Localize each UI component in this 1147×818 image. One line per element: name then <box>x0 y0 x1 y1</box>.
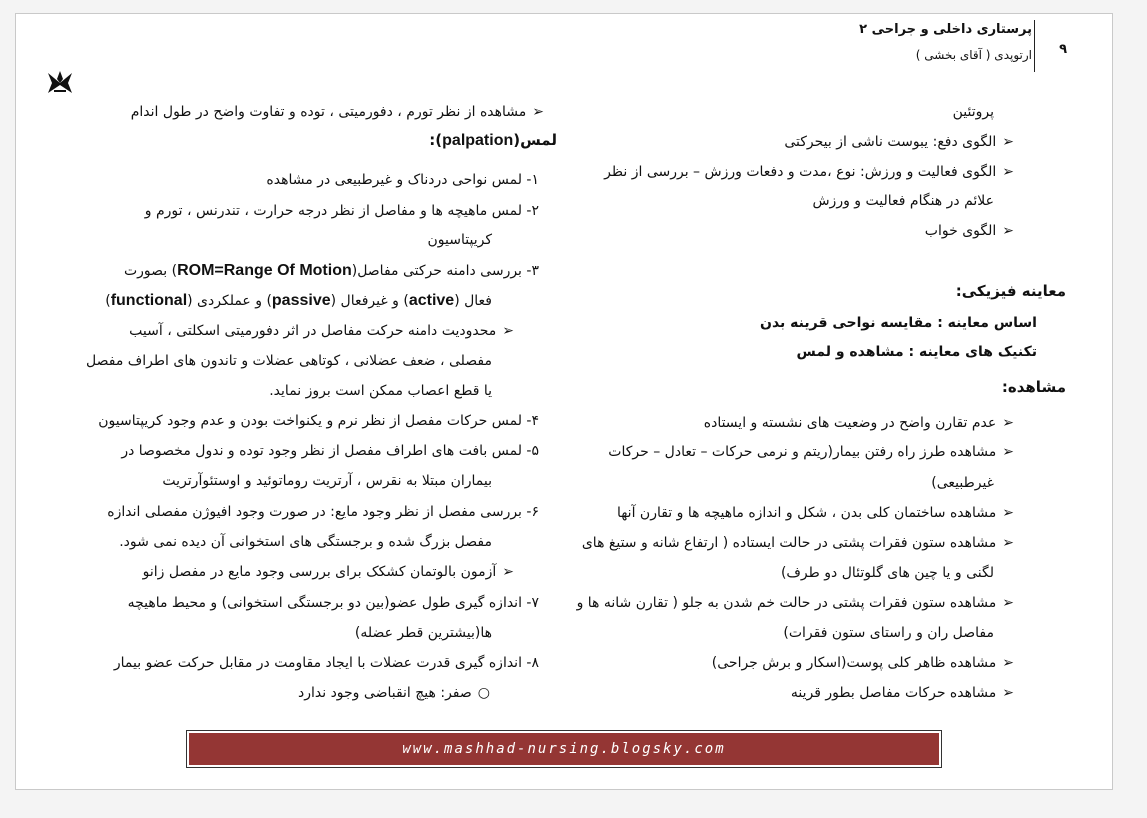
checkmark-arrow-icon: ➢ <box>1002 134 1014 150</box>
text-protein: پروتئین <box>952 104 994 120</box>
section-heading-palpation: لمس(palpation): <box>429 131 557 149</box>
footer-banner <box>186 730 942 768</box>
sub-list-item: ➢آزمون بالوتمان کشکک برای بررسی وجود مایع در مفصل زانو <box>142 564 514 580</box>
list-item-continuation: غیرطبیعی) <box>931 475 994 491</box>
exam-technique: تکنیک های معاینه : مشاهده و لمس <box>796 344 1037 360</box>
sub-list-item: ➢محدودیت دامنه حرکت مفاصل در اثر دفورمیتی اسکلتی ، آسیب <box>129 323 514 339</box>
section-heading-observation: مشاهده: <box>1001 378 1066 396</box>
checkmark-arrow-icon: ➢ <box>502 323 514 339</box>
list-item: ➢الگوی فعالیت و ورزش: نوع ،مدت و دفعات ورزش – بررسی از نظر <box>604 164 1014 180</box>
footer-banner-fill <box>189 733 939 765</box>
list-item-continuation: کریپتاسیون <box>427 232 492 248</box>
list-item: ➢مشاهده ظاهر کلی پوست(اسکار و برش جراحی) <box>711 655 1014 671</box>
sub-list-item: ○صفر: هیچ انقباضی وجود ندارد <box>297 685 490 701</box>
list-item-continuation: بیماران مبتلا به نقرس ، آرتریت روماتوئید و اوستئوآرتریت <box>162 473 492 489</box>
list-item: ۷- اندازه گیری طول عضو(بین دو برجستگی استخوانی) و محیط ماهیچه <box>127 595 539 611</box>
footer-url: www.mashhad-nursing.blogsky.com <box>402 741 726 757</box>
list-item: ۳- بررسی دامنه حرکتی مفاصل(ROM=Range Of Motion) بصورت <box>123 262 539 279</box>
list-item-continuation: فعال (active) و غیرفعال (passive) و عملکردی (functional) <box>105 292 492 309</box>
list-item: ➢مشاهده حرکات مفاصل بطور قرینه <box>790 685 1014 701</box>
list-item-continuation: علائم در هنگام فعالیت و ورزش <box>812 193 994 209</box>
list-item: ➢مشاهده ستون فقرات پشتی در حالت خم شدن به جلو ( تقارن شانه ها و <box>576 595 1014 611</box>
list-item: ➢الگوی خواب <box>924 223 1014 239</box>
checkmark-arrow-icon: ➢ <box>1002 535 1014 551</box>
checkmark-arrow-icon: ➢ <box>1002 415 1014 431</box>
list-item-continuation: مفصل بزرگ شده و برجستگی های استخوانی آن دیده نمی شود. <box>119 534 492 550</box>
list-item: ۴- لمس حرکات مفصل از نظر نرم و یکنواخت بودن و عدم وجود کریپتاسیون <box>98 413 539 429</box>
list-item: ➢مشاهده ستون فقرات پشتی در حالت ایستاده ( ارتفاع شانه و ستیغ های <box>581 535 1014 551</box>
list-item: ۲- لمس ماهیچه ها و مفاصل از نظر درجه حرارت ، تندرنس ، تورم و <box>144 203 539 219</box>
section-heading-physical-exam: معاینه فیزیکی: <box>955 282 1066 300</box>
list-item: ۸- اندازه گیری قدرت عضلات با ایجاد مقاومت در مقابل حرکت عضو بیمار <box>113 655 539 671</box>
list-item: ➢عدم تقارن واضح در وضعیت های نشسته و ایستاده <box>703 415 1014 431</box>
checkmark-arrow-icon: ➢ <box>532 104 544 120</box>
checkmark-arrow-icon: ➢ <box>1002 595 1014 611</box>
list-item: ➢مشاهده طرز راه رفتن بیمار(ریتم و نرمی حرکات – تعادل – حرکات <box>608 444 1014 460</box>
checkmark-arrow-icon: ➢ <box>1002 685 1014 701</box>
header-divider <box>1034 20 1035 72</box>
list-item: ۵- لمس بافت های اطراف مفصل از نظر وجود توده و ندول مخصوصا در <box>121 443 539 459</box>
header-subtitle: ارتوپدی ( آقای بخشی ) <box>915 48 1032 62</box>
sub-list-item-continuation: یا قطع اعصاب ممکن است بروز نماید. <box>269 383 492 399</box>
checkmark-arrow-icon: ➢ <box>1002 164 1014 180</box>
circle-bullet-icon: ○ <box>477 685 490 701</box>
checkmark-arrow-icon: ➢ <box>502 564 514 580</box>
checkmark-arrow-icon: ➢ <box>1002 655 1014 671</box>
page-number: ۹ <box>1059 42 1067 57</box>
list-item-continuation: مفاصل ران و راستای ستون فقرات) <box>783 625 994 641</box>
checkmark-arrow-icon: ➢ <box>1002 223 1014 239</box>
header-title: پرستاری داخلی و جراحی ۲ <box>859 22 1032 37</box>
sub-list-item-continuation: مفصلی ، ضعف عضلانی ، کوتاهی عضلات و تاندون های اطراف مفصل <box>86 353 492 369</box>
list-item: ۱- لمس نواحی دردناک و غیرطبیعی در مشاهده <box>266 172 539 188</box>
list-item: ➢الگوی دفع: یبوست ناشی از بیحرکتی <box>784 134 1014 150</box>
list-item-continuation: ها(بیشترین قطر عضله) <box>354 625 492 641</box>
list-item: ۶- بررسی مفصل از نظر وجود مایع: در صورت وجود افیوژن مفصلی اندازه <box>107 504 539 520</box>
list-item: ➢مشاهده ساختمان کلی بدن ، شکل و اندازه ماهیچه ها و تقارن آنها <box>616 505 1014 521</box>
university-logo-icon <box>46 69 74 101</box>
list-item: ➢مشاهده از نظر تورم ، دفورمیتی ، توده و تفاوت واضح در طول اندام <box>130 104 544 120</box>
checkmark-arrow-icon: ➢ <box>1002 505 1014 521</box>
checkmark-arrow-icon: ➢ <box>1002 444 1014 460</box>
exam-basis: اساس معاینه : مقایسه نواحی قرینه بدن <box>760 315 1037 331</box>
document-page <box>15 13 1113 790</box>
list-item-continuation: لگنی و یا چین های گلوتئال دو طرف) <box>780 565 994 581</box>
